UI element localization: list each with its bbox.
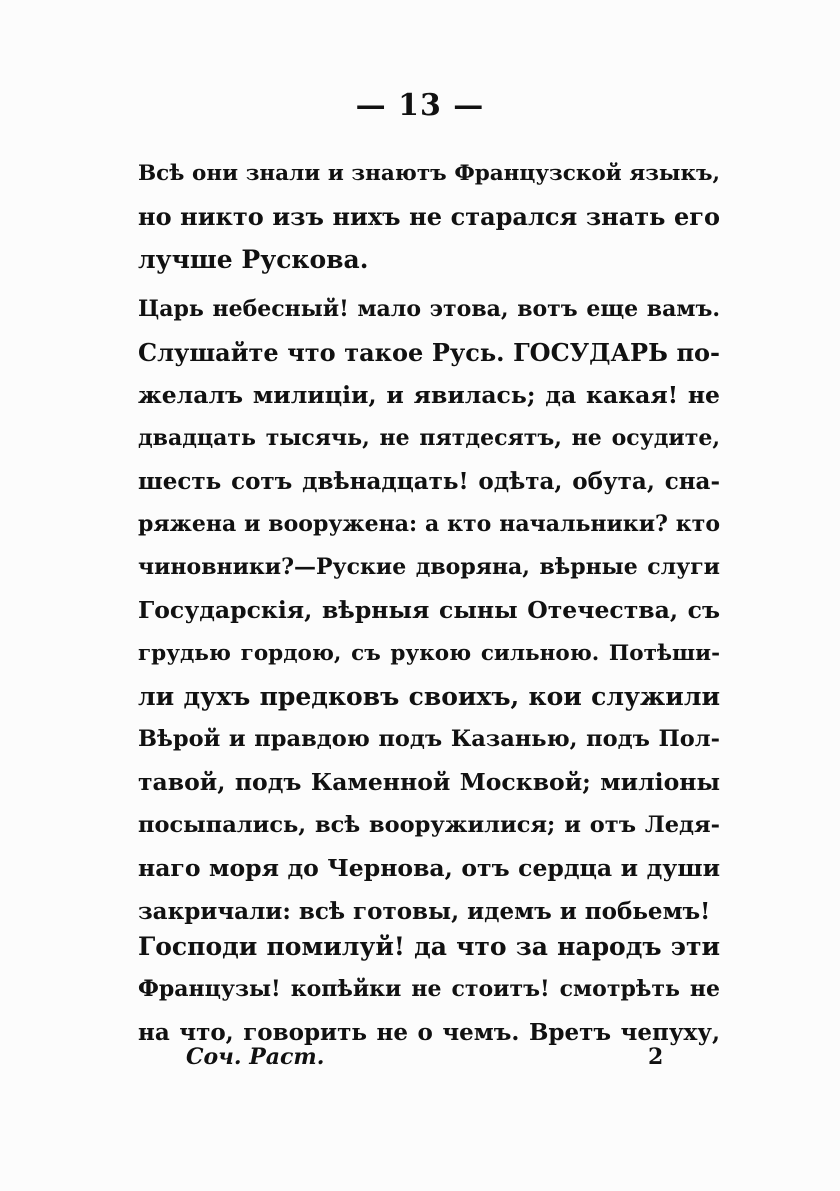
text-line: Французы! копѣйки не стоитъ! смотрѣть не bbox=[138, 976, 720, 1002]
text-line: на что, говорить не о чемъ. Вретъ чепуху, bbox=[138, 1019, 720, 1046]
text-line: шесть сотъ двѣнадцать! одѣта, обута, сна- bbox=[138, 468, 720, 495]
text-line: закричали: всѣ готовы, идемъ и побьемъ! bbox=[138, 898, 711, 925]
text-line: двадцать тысячь, не пятдесятъ, не осудите, bbox=[138, 425, 720, 451]
text-line: Царь небесный! мало этова, вотъ еще вамъ. bbox=[138, 296, 720, 322]
text-line: тавой, подъ Каменной Москвой; миліоны bbox=[138, 768, 720, 796]
paragraph-3 bbox=[138, 925, 720, 1054]
text-line: посыпались, всѣ вооружилися; и отъ Ледя- bbox=[138, 812, 720, 838]
paragraph-1 bbox=[138, 152, 720, 281]
signature-mark: Соч. Раст. bbox=[186, 1044, 325, 1070]
text-line: Вѣрой и правдою подъ Казанью, подъ Пол- bbox=[138, 726, 720, 752]
text-line: лучше Рускова. bbox=[138, 245, 369, 274]
text-line: Всѣ они знали и знаютъ Французской языкъ, bbox=[138, 161, 720, 186]
text-line: но никто изъ нихъ не старался знать его bbox=[138, 202, 720, 231]
text-line: Государскія, вѣрныя сыны Отечества, съ bbox=[138, 596, 720, 624]
page-number: — 13 — bbox=[355, 88, 485, 123]
text-line: грудью гордою, съ рукою сильною. Потѣши- bbox=[138, 641, 720, 666]
text-line: Слушайте что такое Русь. ГОСУДАРЬ по- bbox=[138, 338, 720, 367]
text-line: ли духъ предковъ своихъ, кои служили bbox=[138, 682, 720, 711]
paragraph-2 bbox=[138, 288, 720, 933]
text-line: чиновники?—Руские дворяна, вѣрные слуги bbox=[138, 554, 720, 580]
text-line: желалъ милиціи, и явилась; да какая! не bbox=[138, 381, 720, 409]
text-line: ряжена и вооружена: а кто начальники? кто bbox=[138, 511, 720, 537]
sheet-number: 2 bbox=[648, 1044, 664, 1070]
text-line: наго моря до Чернова, отъ сердца и души bbox=[138, 854, 720, 882]
text-line: Господи помилуй! да что за народъ эти bbox=[138, 932, 720, 961]
